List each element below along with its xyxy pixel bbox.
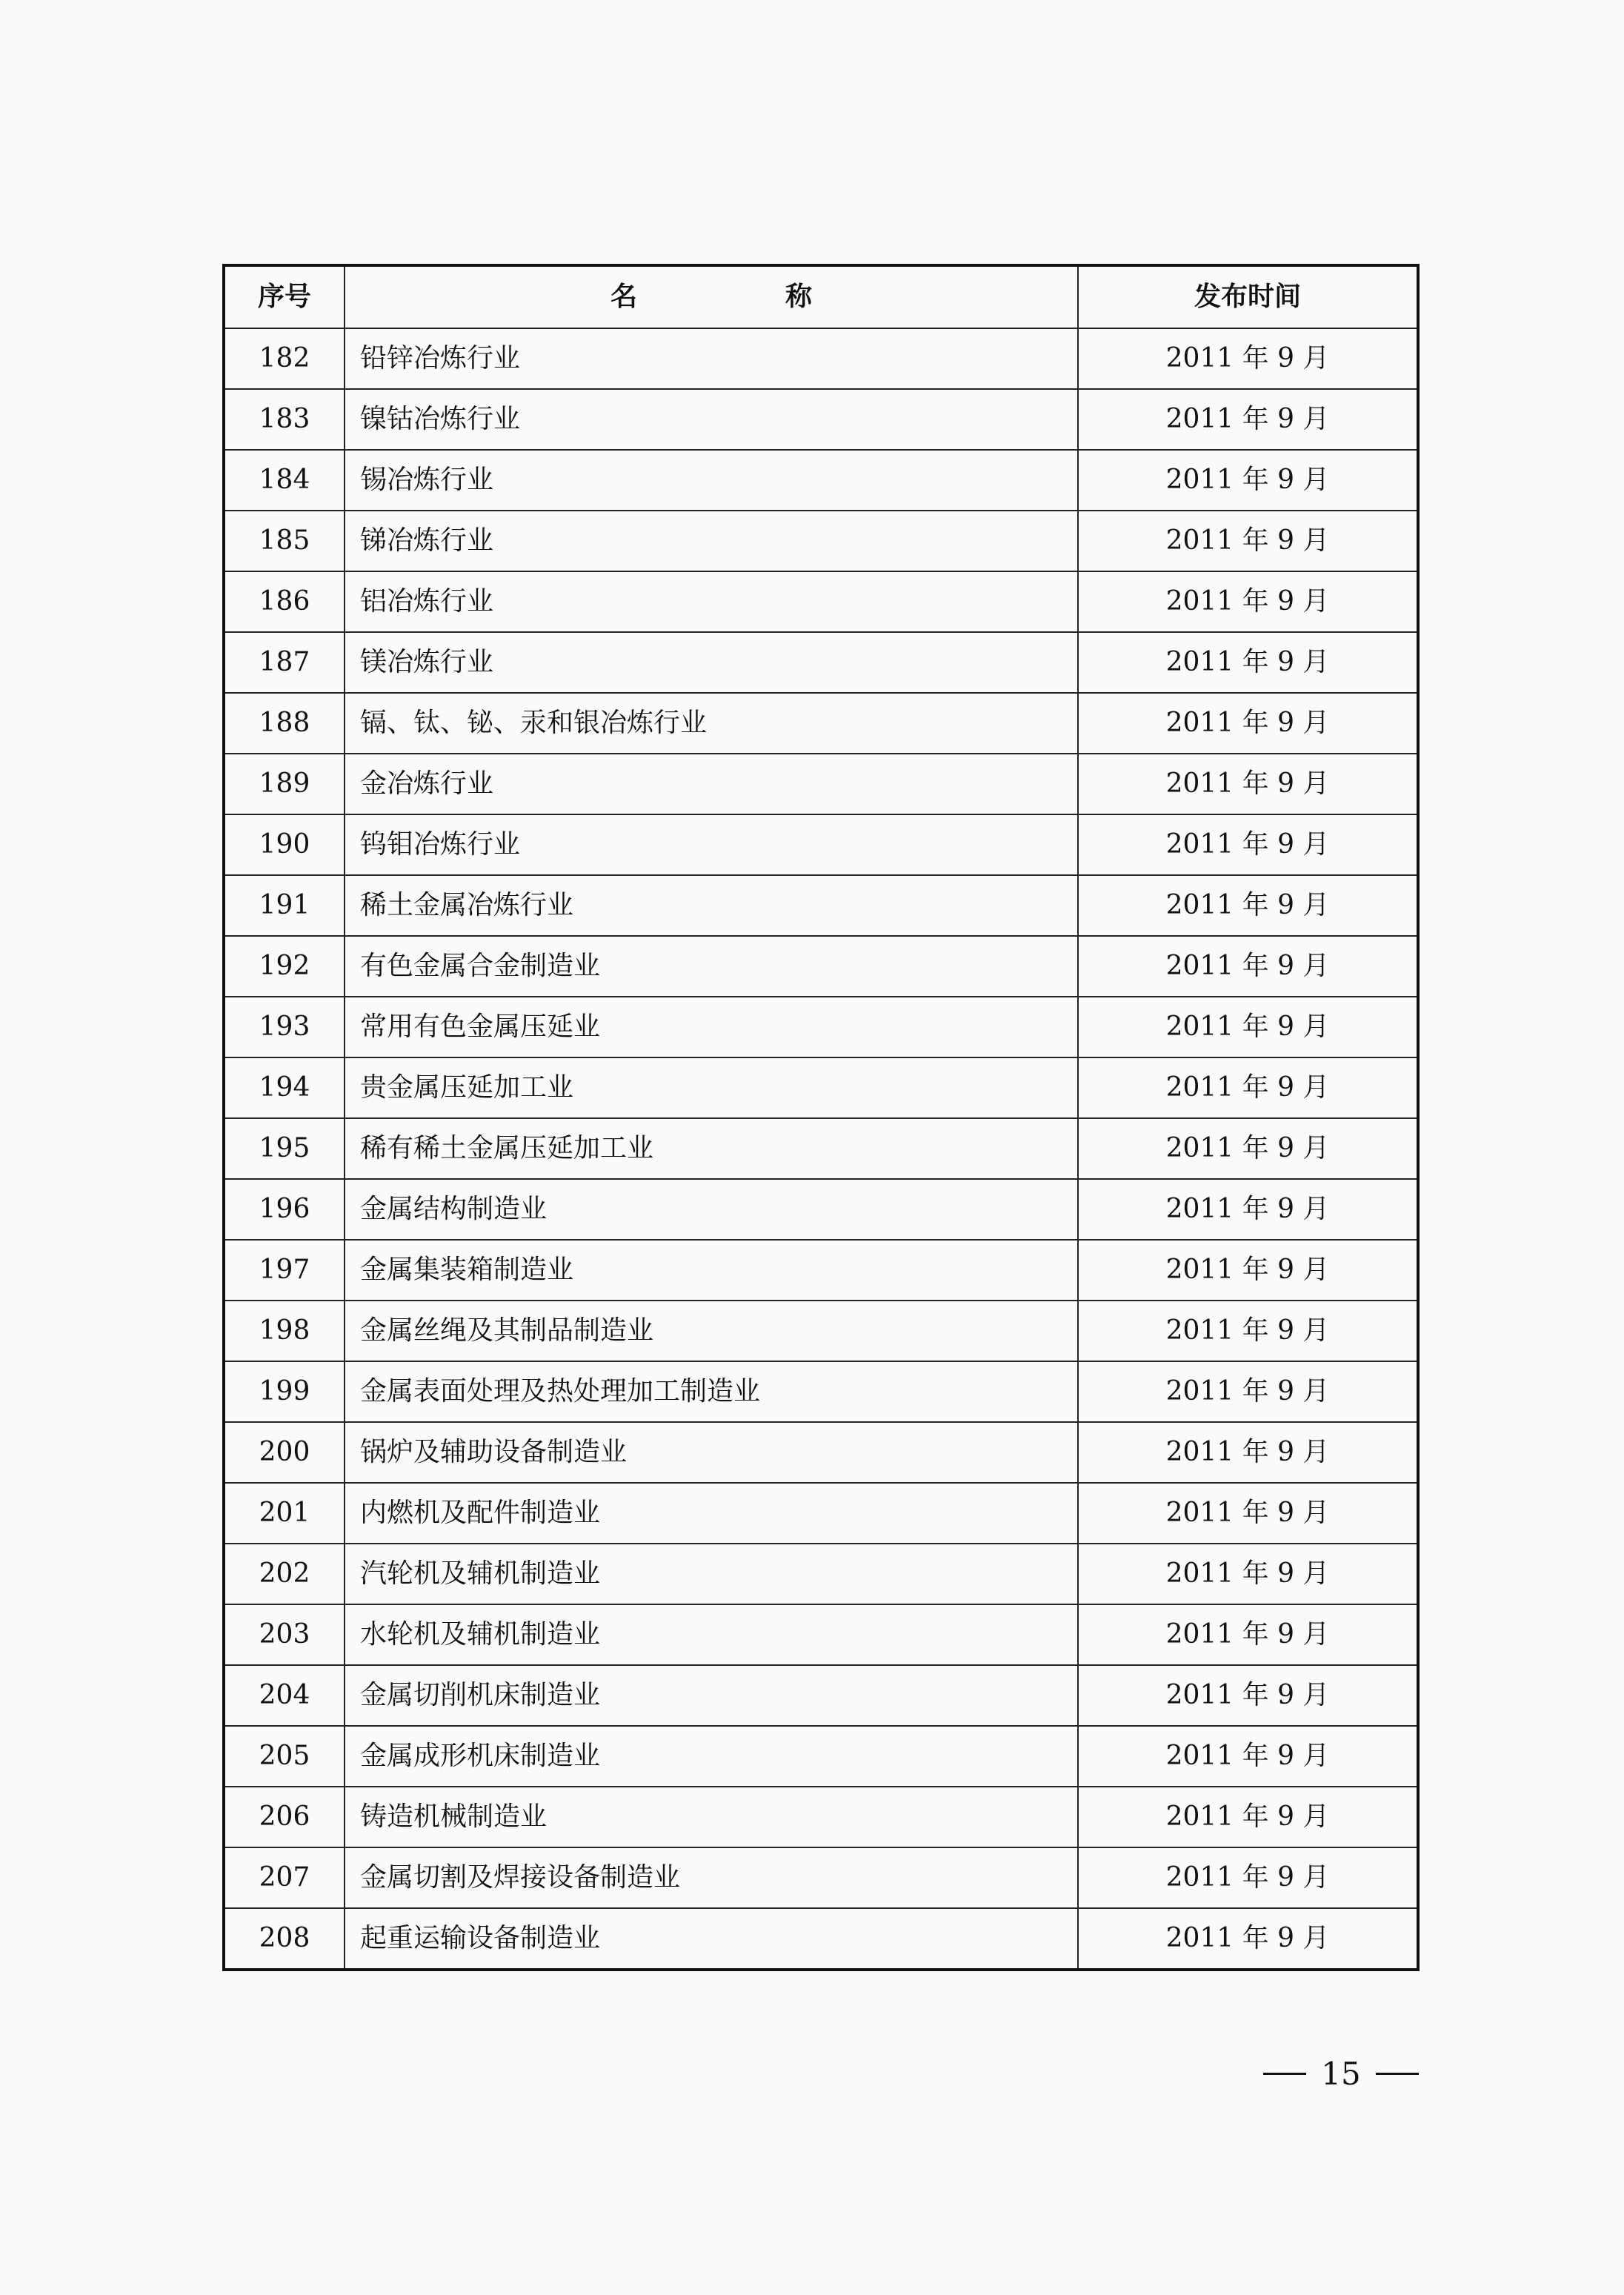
row-name: 金属切割及焊接设备制造业 [345,1847,1078,1908]
row-number: 201 [224,1483,345,1544]
table-row [224,693,1418,754]
row-date: 2011 年 9 月 [1078,328,1418,389]
table-row [224,997,1418,1057]
table-row [224,511,1418,571]
row-number: 184 [224,450,345,511]
industry-table [222,264,1420,1971]
row-date: 2011 年 9 月 [1078,1057,1418,1118]
row-number: 186 [224,571,345,632]
row-date: 2011 年 9 月 [1078,1726,1418,1787]
row-number: 204 [224,1665,345,1726]
row-date: 2011 年 9 月 [1078,875,1418,936]
row-number: 185 [224,511,345,571]
row-name: 水轮机及辅机制造业 [345,1604,1078,1665]
table-row [224,1726,1418,1787]
row-date: 2011 年 9 月 [1078,1544,1418,1604]
row-date: 2011 年 9 月 [1078,754,1418,814]
row-name: 贵金属压延加工业 [345,1057,1078,1118]
table-row [224,1118,1418,1179]
row-number: 188 [224,693,345,754]
row-date: 2011 年 9 月 [1078,1240,1418,1301]
row-date: 2011 年 9 月 [1078,936,1418,997]
row-date: 2011 年 9 月 [1078,450,1418,511]
row-date: 2011 年 9 月 [1078,1301,1418,1361]
row-number: 187 [224,632,345,693]
table-row [224,936,1418,997]
table-row [224,875,1418,936]
row-name: 金属切削机床制造业 [345,1665,1078,1726]
table-row [224,814,1418,875]
table-row [224,754,1418,814]
row-number: 202 [224,1544,345,1604]
table-row [224,571,1418,632]
table-row [224,1847,1418,1908]
table-row [224,1179,1418,1240]
industry-table-container [222,264,1417,1971]
header-name [345,265,1078,328]
row-name: 金冶炼行业 [345,754,1078,814]
row-number: 199 [224,1361,345,1422]
table-header-row [224,265,1418,328]
table-row [224,1422,1418,1483]
table-row [224,1908,1418,1970]
row-date: 2011 年 9 月 [1078,1787,1418,1847]
row-number: 190 [224,814,345,875]
row-name: 金属成形机床制造业 [345,1726,1078,1787]
row-number: 193 [224,997,345,1057]
header-date: 发布时间 [1078,265,1418,328]
row-date: 2011 年 9 月 [1078,571,1418,632]
row-name: 稀有稀土金属压延加工业 [345,1118,1078,1179]
row-name: 常用有色金属压延业 [345,997,1078,1057]
row-number: 195 [224,1118,345,1179]
row-date: 2011 年 9 月 [1078,632,1418,693]
row-name: 锅炉及辅助设备制造业 [345,1422,1078,1483]
row-name: 铝冶炼行业 [345,571,1078,632]
table-row [224,1544,1418,1604]
table-row [224,1057,1418,1118]
row-date: 2011 年 9 月 [1078,814,1418,875]
row-number: 206 [224,1787,345,1847]
row-number: 194 [224,1057,345,1118]
header-name-part-2: 称 [785,282,813,312]
row-name: 锡冶炼行业 [345,450,1078,511]
row-number: 207 [224,1847,345,1908]
row-number: 205 [224,1726,345,1787]
table-body [224,328,1418,1970]
row-name: 金属丝绳及其制品制造业 [345,1301,1078,1361]
row-name: 钨钼冶炼行业 [345,814,1078,875]
row-number: 196 [224,1179,345,1240]
row-date: 2011 年 9 月 [1078,1118,1418,1179]
table-row [224,1604,1418,1665]
table-row [224,1665,1418,1726]
row-name: 金属表面处理及热处理加工制造业 [345,1361,1078,1422]
row-name: 锑冶炼行业 [345,511,1078,571]
row-name: 有色金属合金制造业 [345,936,1078,997]
page-number-footer [1252,2056,1430,2092]
table-row [224,1240,1418,1301]
row-date: 2011 年 9 月 [1078,389,1418,450]
table-row [224,389,1418,450]
header-name-part-1: 名 [610,282,637,312]
row-name: 镍钴冶炼行业 [345,389,1078,450]
row-name: 铅锌冶炼行业 [345,328,1078,389]
page-number: 15 [1321,2056,1361,2092]
row-name: 稀土金属冶炼行业 [345,875,1078,936]
table-row [224,328,1418,389]
row-number: 189 [224,754,345,814]
table-row [224,632,1418,693]
table-row [224,1301,1418,1361]
row-date: 2011 年 9 月 [1078,1422,1418,1483]
row-number: 192 [224,936,345,997]
row-number: 198 [224,1301,345,1361]
row-name: 金属集装箱制造业 [345,1240,1078,1301]
row-date: 2011 年 9 月 [1078,1483,1418,1544]
row-name: 起重运输设备制造业 [345,1908,1078,1970]
row-date: 2011 年 9 月 [1078,693,1418,754]
row-number: 208 [224,1908,345,1970]
row-number: 203 [224,1604,345,1665]
table-row [224,1361,1418,1422]
row-number: 182 [224,328,345,389]
row-name: 铸造机械制造业 [345,1787,1078,1847]
row-date: 2011 年 9 月 [1078,997,1418,1057]
row-date: 2011 年 9 月 [1078,511,1418,571]
header-seq: 序号 [224,265,345,328]
row-name: 镉、钛、铋、汞和银冶炼行业 [345,693,1078,754]
row-number: 200 [224,1422,345,1483]
table-row [224,1483,1418,1544]
row-number: 191 [224,875,345,936]
table-row [224,1787,1418,1847]
row-name: 镁冶炼行业 [345,632,1078,693]
row-name: 内燃机及配件制造业 [345,1483,1078,1544]
row-date: 2011 年 9 月 [1078,1179,1418,1240]
table-row [224,450,1418,511]
row-date: 2011 年 9 月 [1078,1604,1418,1665]
dash-right [1376,2073,1419,2075]
row-date: 2011 年 9 月 [1078,1847,1418,1908]
row-date: 2011 年 9 月 [1078,1665,1418,1726]
row-date: 2011 年 9 月 [1078,1908,1418,1970]
dash-left [1263,2073,1306,2075]
row-number: 197 [224,1240,345,1301]
row-date: 2011 年 9 月 [1078,1361,1418,1422]
row-name: 汽轮机及辅机制造业 [345,1544,1078,1604]
row-name: 金属结构制造业 [345,1179,1078,1240]
row-number: 183 [224,389,345,450]
